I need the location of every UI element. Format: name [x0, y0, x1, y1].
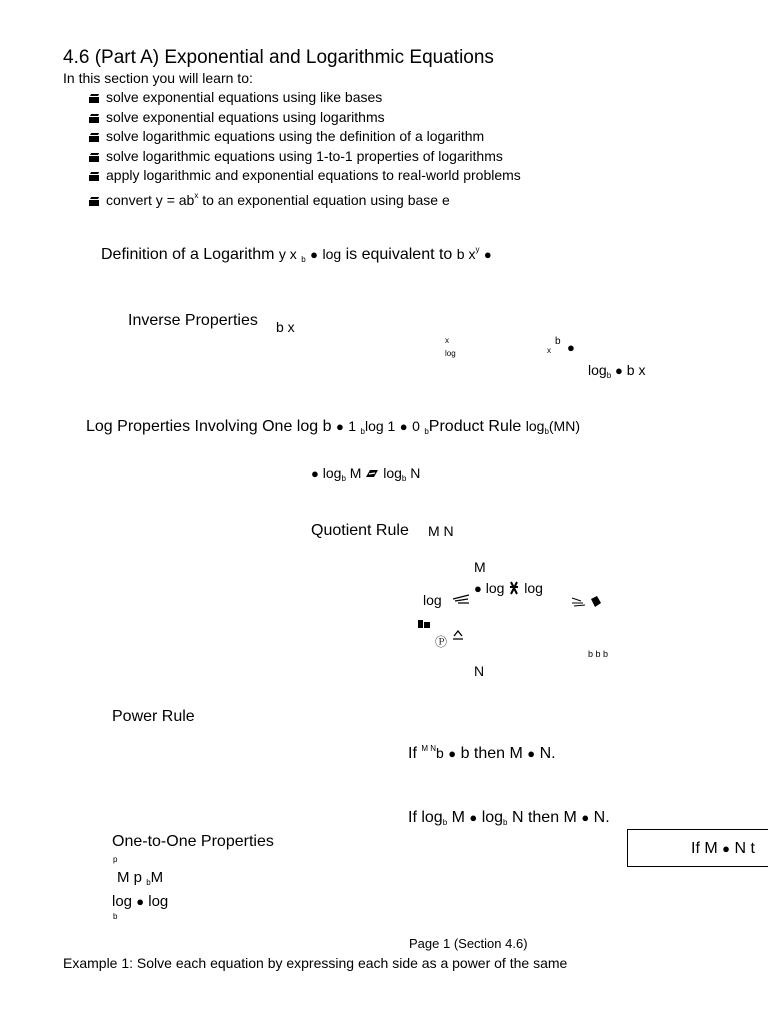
- page-number: Page 1 (Section 4.6): [409, 936, 528, 951]
- product-rule-label: Product Rule: [428, 418, 522, 435]
- bullet-dot-icon: ●: [469, 810, 478, 825]
- page-title: 4.6 (Part A) Exponential and Logarithmic Equations: [63, 47, 494, 68]
- bullet-dot-icon: ●: [311, 466, 319, 481]
- example-heading: Example 1: Solve each equation by expressing each side as a power of the same: [63, 955, 568, 971]
- bullet-dot-icon: ●: [310, 247, 318, 262]
- bullet-dot-icon: ●: [483, 247, 492, 262]
- garbled-glyph-icon: [452, 593, 470, 605]
- bullet-dot-icon: ●: [448, 746, 457, 761]
- log-properties-line: Log Properties Involving One log b ● 1 $_b$log 1 ● 0 $_b$Product Rule $\log_b(MN)$: [86, 418, 580, 436]
- summary-box-text: If M ● N t: [691, 840, 755, 857]
- list-item: solve exponential equations using logarithms: [89, 108, 521, 128]
- list-item: apply logarithmic and exponential equations to real-world problems: [89, 166, 521, 186]
- quotient-label: Quotient Rule: [311, 522, 409, 539]
- list-item: solve exponential equations using like bases: [89, 88, 521, 108]
- bullet-dot-icon: ●: [527, 746, 536, 761]
- one-to-one-log-statement: If $\log_b M$ ● $\log_b N$ then M ● N.: [408, 809, 610, 827]
- log-properties-label: Log Properties Involving One: [86, 418, 293, 435]
- summary-box: [627, 829, 768, 867]
- quotient-bases: b b b: [588, 649, 609, 659]
- list-item: solve logarithmic equations using 1-to-1 properties of logarithms: [89, 147, 521, 167]
- bullet-icon: [89, 172, 99, 181]
- quotient-denominator: N: [474, 663, 485, 679]
- definition-line: Definition of a Logarithm y x $_b$ ● log is equivalent to b $x^y$ ●: [101, 245, 492, 264]
- garbled-glyph-icon: [508, 581, 520, 595]
- list-item: convert $y = ab^x$ to an exponential equation using base e: [89, 186, 521, 206]
- garbled-glyph-icon: [452, 630, 464, 640]
- power-rule-line2: log ● log: [112, 893, 169, 910]
- quotient-vars: M N: [428, 523, 454, 539]
- bullet-icon: [89, 114, 99, 123]
- quotient-log-left: log: [423, 592, 442, 608]
- product-rule-rhs: ● $\log_b M$ $\log_b N$: [311, 465, 421, 483]
- objectives-list: [89, 88, 521, 206]
- quotient-rhs: ● log log: [474, 580, 543, 596]
- bullet-dot-icon: ●: [722, 841, 730, 856]
- one-to-one-label: One-to-One Properties: [112, 833, 274, 850]
- bullet-dot-icon: ●: [615, 363, 623, 378]
- bullet-icon: [89, 94, 99, 103]
- bullet-dot-icon: ●: [567, 340, 575, 355]
- inverse-label: Inverse Properties: [128, 312, 258, 329]
- quotient-numerator: M: [474, 559, 486, 575]
- power-rule-line1: M p $_b$M: [117, 869, 164, 887]
- bullet-dot-icon: ●: [136, 894, 145, 909]
- bullet-dot-icon: ●: [399, 419, 408, 434]
- list-item: solve logarithmic equations using the definition of a logarithm: [89, 127, 521, 147]
- definition-label: Definition of a Logarithm: [101, 246, 275, 263]
- bullet-icon: [89, 197, 99, 206]
- one-to-one-exp-statement: If $^{M N}$b ● b then M ● N.: [408, 744, 556, 762]
- inverse-vars: b x: [276, 319, 295, 335]
- bullet-icon: [89, 133, 99, 142]
- bullet-icon: [89, 153, 99, 162]
- bullet-dot-icon: ●: [335, 419, 344, 434]
- inverse-rhs: $\log_b$ ● b x: [588, 362, 646, 380]
- intro-text: In this section you will learn to:: [63, 70, 253, 86]
- garbled-glyph-icon: [571, 595, 603, 609]
- garbled-glyph-icon: [365, 468, 379, 479]
- bullet-dot-icon: ●: [474, 581, 482, 596]
- power-label: Power Rule: [112, 708, 195, 725]
- circled-p-icon: Ⓟ: [435, 635, 448, 649]
- bullet-dot-icon: ●: [581, 810, 590, 825]
- garbled-glyph-icon: [417, 619, 431, 629]
